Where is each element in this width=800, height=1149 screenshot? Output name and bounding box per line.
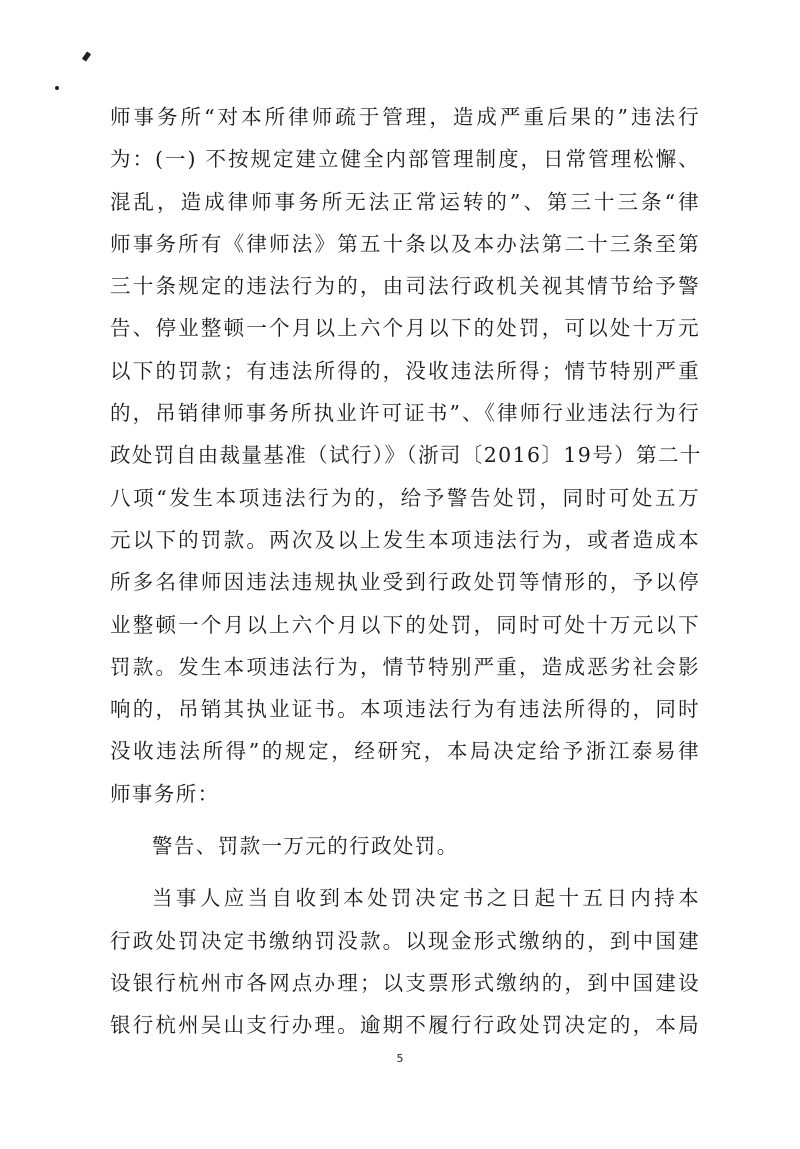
text-line: 混乱，造成律师事务所无法正常运转的”、第三十三条“律	[110, 189, 700, 214]
paragraph-spacer	[110, 815, 700, 825]
paragraph-spacer	[110, 867, 700, 877]
text-line: 设银行杭州市各网点办理；以支票形式缴纳的，到中国建设	[110, 970, 700, 995]
text-line: 告、停业整顿一个月以上六个月以下的处罚，可以处十万元	[110, 316, 700, 341]
text-line: 元以下的罚款。两次及以上发生本项违法行为，或者造成本	[110, 527, 700, 552]
text-line: 三十条规定的违法行为的，由司法行政机关视其情节给予警	[110, 274, 700, 299]
text-line: 罚款。发生本项违法行为，情节特别严重，造成恶劣社会影	[110, 654, 700, 679]
text-line: 为：(一) 不按规定建立健全内部管理制度，日常管理松懈、	[110, 147, 700, 172]
text-line: 的，吊销律师事务所执业许可证书”、《律师行业违法行为行	[110, 401, 700, 426]
paragraph-1	[110, 96, 700, 815]
text-line: 师事务所有《律师法》第五十条以及本办法第二十三条至第	[110, 231, 700, 256]
text-line: 师事务所“对本所律师疏于管理，造成严重后果的”违法行	[110, 105, 700, 129]
text-line: 以下的罚款；有违法所得的，没收违法所得；情节特别严重	[110, 358, 700, 383]
text-line: 师事务所：	[110, 781, 220, 806]
text-line: 业整顿一个月以上六个月以下的处罚，同时可处十万元以下	[110, 612, 700, 637]
text-line: 银行杭州吴山支行办理。逾期不履行行政处罚决定的，本局	[110, 1013, 700, 1038]
text-line: 当事人应当自收到本处罚决定书之日起十五日内持本	[152, 886, 700, 911]
paragraph-3	[110, 877, 700, 1046]
text-line: 所多名律师因违法违规执业受到行政处罚等情形的，予以停	[110, 570, 700, 595]
text-line: 政处罚自由裁量基准（试行）》（浙司〔2016〕19号）第二十	[110, 443, 702, 468]
scan-dot	[55, 86, 59, 90]
text-line: 八项“发生本项违法行为的，给予警告处罚，同时可处五万	[110, 485, 700, 510]
text-line: 行政处罚决定书缴纳罚没款。以现金形式缴纳的，到中国建	[110, 928, 700, 953]
document-body	[110, 96, 700, 1047]
scan-mark	[82, 51, 91, 61]
paragraph-2	[110, 825, 700, 867]
text-line: 响的，吊销其执业证书。本项违法行为有违法所得的，同时	[110, 697, 700, 722]
penalty-decision: 警告、罚款一万元的行政处罚。	[152, 834, 459, 859]
text-line: 没收违法所得”的规定，经研究，本局决定给予浙江泰易律	[110, 739, 700, 764]
page-number: 5	[396, 1052, 404, 1065]
